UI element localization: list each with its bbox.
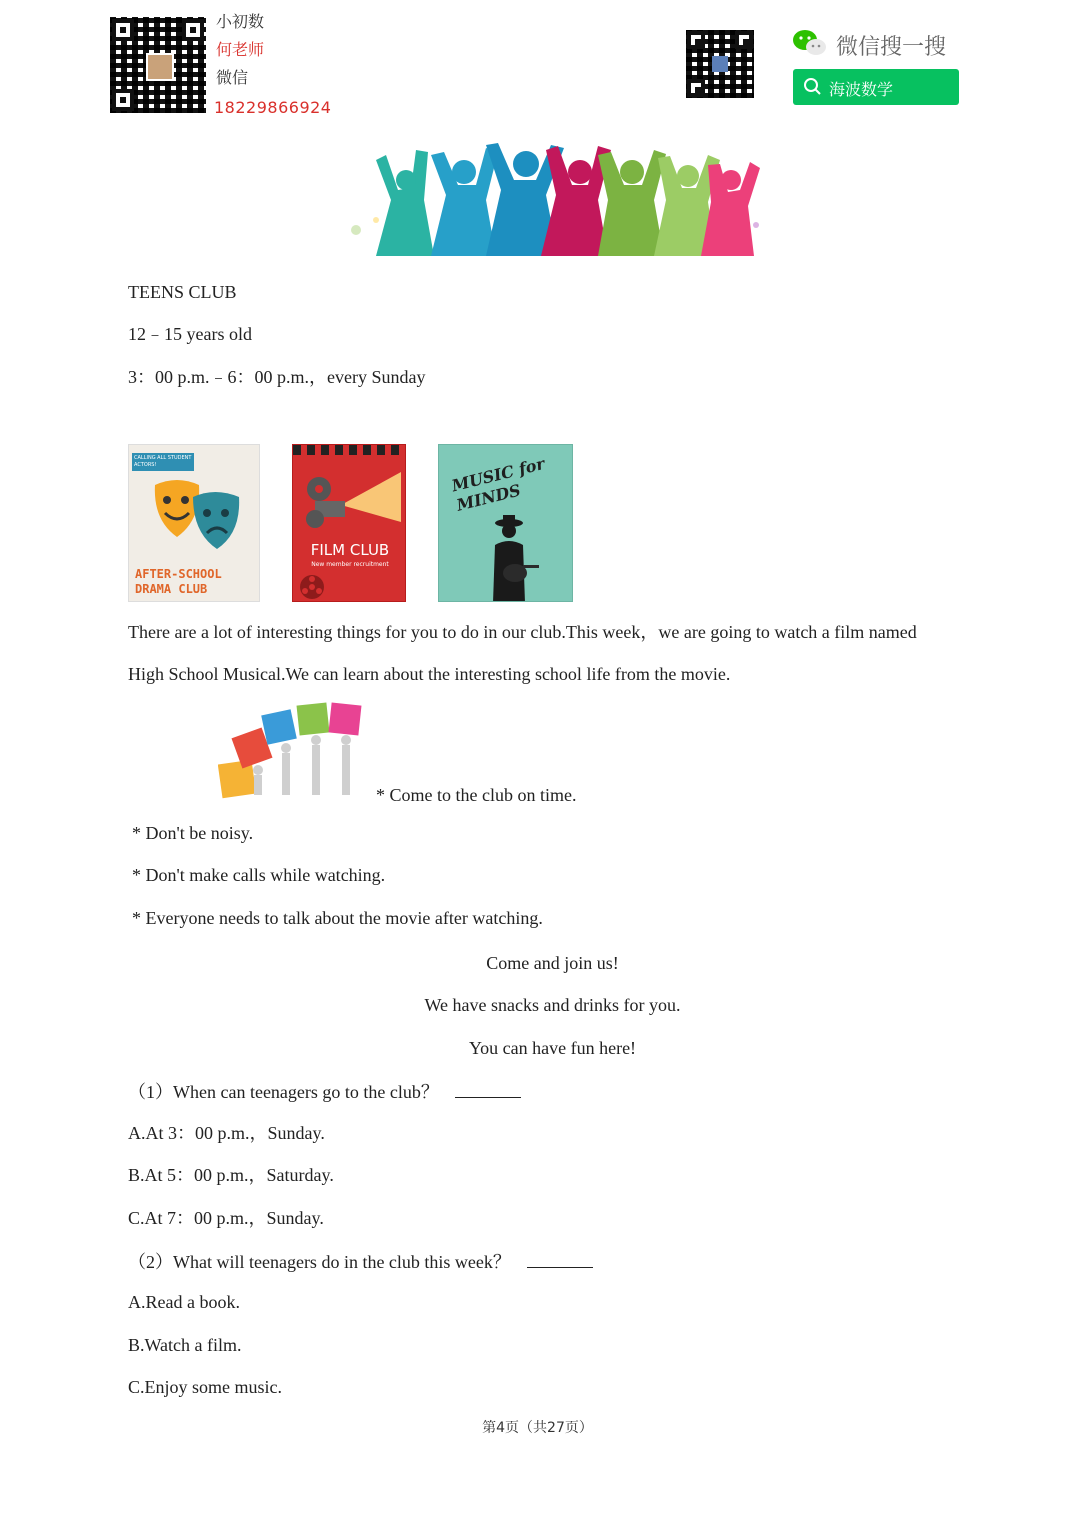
wechat-icon [792, 28, 828, 58]
wechat-qr-code [686, 30, 754, 98]
contact-line-1: 小初数 [216, 12, 265, 31]
film-poster-subtitle: New member recruitment [311, 561, 389, 568]
rule-item-1: * Come to the club on time. [376, 785, 577, 805]
film-club-poster [292, 444, 406, 602]
music-club-poster [438, 444, 573, 602]
closing-line-1: Come and join us! [486, 953, 619, 973]
question-2-answer-blank[interactable] [527, 1249, 593, 1268]
film-poster-title: FILM CLUB [310, 541, 390, 559]
closing-line-3: You can have fun here! [468, 1038, 637, 1058]
guitarist-silhouette-icon [479, 511, 539, 602]
intro-line-1: There are a lot of interesting things for you to do in our club.This week，we are going to watch a film named [128, 622, 917, 642]
wechat-search-text: 海波数学 [829, 80, 894, 99]
question-1-text: （1）When can teenagers go to the club？ [128, 1082, 439, 1102]
rules-illustration [218, 700, 374, 800]
drama-poster-tag: CALLING ALL STUDENT ACTORS! [132, 453, 194, 471]
rule-item-4: * Everyone needs to talk about the movie after watching. [132, 908, 543, 928]
question-2-stem [128, 1249, 593, 1273]
question-1-option-a[interactable]: A.At 3：00 p.m.，Sunday. [128, 1123, 325, 1143]
film-projector-icon [301, 467, 401, 542]
contact-line-3: 微信 [216, 68, 249, 87]
wechat-search-title: 微信搜一搜 [836, 35, 947, 60]
question-2-text: （2）What will teenagers do in the club this week？ [128, 1252, 511, 1272]
club-time: 3：00 p.m.﹣6：00 p.m.，every Sunday [128, 367, 426, 387]
drama-poster-title: AFTER-SCHOOL DRAMA CLUB [135, 567, 222, 596]
search-icon [803, 77, 823, 102]
film-reel-icon [297, 573, 327, 602]
page-number: 第4页（共27页） [482, 1420, 593, 1436]
contact-phone: 18229866924 [214, 98, 332, 117]
question-2-option-c[interactable]: C.Enjoy some music. [128, 1377, 282, 1397]
rule-item-2: * Don't be noisy. [132, 823, 254, 843]
music-poster-title: MUSIC for MINDS [449, 453, 547, 515]
drama-masks-icon [147, 475, 247, 568]
closing-line-2: We have snacks and drinks for you. [424, 995, 681, 1015]
intro-line-2: High School Musical.We can learn about the interesting school life from the movie. [128, 664, 731, 684]
question-1-option-c[interactable]: C.At 7：00 p.m.，Sunday. [128, 1208, 324, 1228]
club-ages: 12﹣15 years old [128, 324, 252, 344]
rule-item-3: * Don't make calls while watching. [132, 865, 386, 885]
contact-line-2: 何老师 [216, 40, 265, 59]
contact-qr-code [110, 17, 206, 113]
question-1-option-b[interactable]: B.At 5：00 p.m.，Saturday. [128, 1165, 334, 1185]
question-2-option-a[interactable]: A.Read a book. [128, 1292, 240, 1312]
question-1-answer-blank[interactable] [455, 1079, 521, 1098]
club-name: TEENS CLUB [128, 282, 237, 302]
drama-club-poster [128, 444, 260, 602]
question-2-option-b[interactable]: B.Watch a film. [128, 1335, 242, 1355]
question-1-stem [128, 1079, 521, 1103]
wechat-search-bar[interactable] [793, 69, 959, 105]
dancers-banner-image [336, 140, 772, 256]
